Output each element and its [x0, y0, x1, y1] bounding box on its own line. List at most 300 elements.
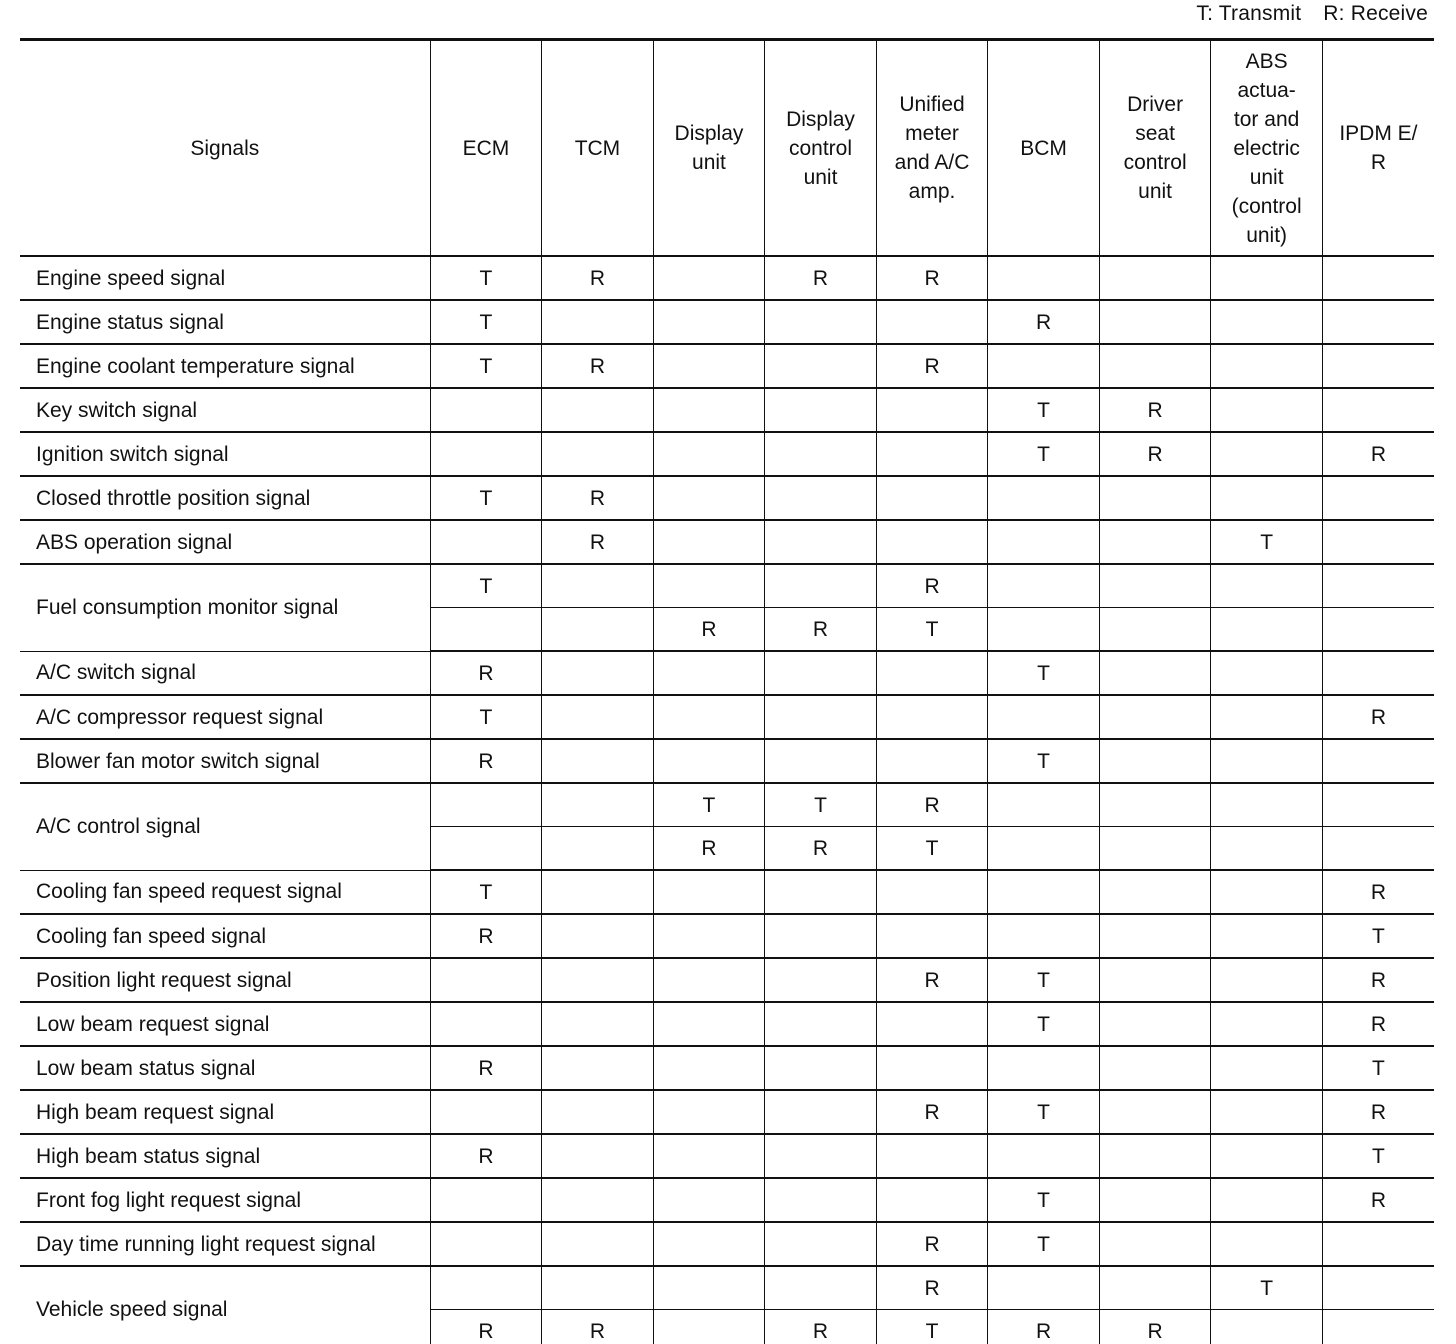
cell-ipdm: R	[1322, 432, 1434, 476]
column-header-line: control	[788, 136, 852, 160]
cell-ipdm: R	[1322, 1178, 1434, 1222]
cell-ecm: T	[430, 300, 542, 344]
cell-ecm	[430, 1090, 542, 1134]
cell-abs	[1211, 432, 1323, 476]
cell-abs	[1211, 1090, 1323, 1134]
cell-bcm: T	[988, 958, 1100, 1002]
table-row	[20, 432, 1434, 476]
cell-bcm: T	[988, 739, 1100, 783]
cell-display-unit	[653, 476, 765, 520]
cell-bcm	[988, 476, 1100, 520]
cell-display-unit	[653, 432, 765, 476]
column-header-ecm	[430, 40, 542, 257]
column-header-tcm	[542, 40, 654, 257]
cell-abs	[1211, 608, 1323, 652]
column-header-ipdm	[1322, 40, 1434, 257]
cell-ecm: T	[430, 476, 542, 520]
cell-display-control-unit	[765, 476, 877, 520]
cell-tcm	[542, 958, 654, 1002]
cell-driver-seat	[1099, 695, 1211, 739]
cell-display-unit	[653, 914, 765, 958]
signal-name: Low beam request signal	[20, 1002, 430, 1046]
cell-display-control-unit	[765, 432, 877, 476]
cell-ipdm: R	[1322, 1090, 1434, 1134]
cell-ipdm: T	[1322, 914, 1434, 958]
cell-ecm: R	[430, 914, 542, 958]
cell-tcm	[542, 1222, 654, 1266]
column-header-line: actua-	[1237, 78, 1296, 102]
cell-display-unit	[653, 1310, 765, 1344]
cell-tcm	[542, 739, 654, 783]
cell-display-control-unit	[765, 1134, 877, 1178]
cell-display-control-unit: R	[765, 1310, 877, 1344]
cell-abs: T	[1211, 520, 1323, 564]
cell-ecm	[430, 827, 542, 871]
cell-unified-meter: R	[876, 564, 988, 608]
cell-ipdm	[1322, 388, 1434, 432]
signal-name: High beam status signal	[20, 1134, 430, 1178]
cell-abs	[1211, 1002, 1323, 1046]
cell-abs	[1211, 388, 1323, 432]
cell-ipdm	[1322, 608, 1434, 652]
signal-name: Closed throttle position signal	[20, 476, 430, 520]
column-header-line: Driver	[1127, 93, 1184, 116]
cell-abs	[1211, 1222, 1323, 1266]
cell-bcm	[988, 344, 1100, 388]
column-header-line: ECM	[462, 136, 510, 160]
cell-tcm	[542, 870, 654, 914]
cell-unified-meter: T	[876, 827, 988, 871]
cell-ipdm	[1322, 476, 1434, 520]
cell-ecm: R	[430, 1310, 542, 1344]
cell-display-unit	[653, 1134, 765, 1178]
cell-ecm	[430, 520, 542, 564]
cell-tcm	[542, 432, 654, 476]
signal-name: Cooling fan speed signal	[20, 914, 430, 958]
cell-ecm: R	[430, 739, 542, 783]
cell-unified-meter	[876, 1002, 988, 1046]
cell-abs	[1211, 1134, 1323, 1178]
column-header-abs	[1211, 40, 1323, 257]
cell-ecm	[430, 1222, 542, 1266]
cell-ipdm	[1322, 1266, 1434, 1310]
cell-display-control-unit	[765, 520, 877, 564]
cell-abs	[1211, 256, 1323, 300]
cell-ipdm: T	[1322, 1046, 1434, 1090]
column-header-line: unit	[1249, 165, 1284, 189]
table-row	[20, 1134, 1434, 1178]
cell-bcm: R	[988, 300, 1100, 344]
cell-bcm	[988, 564, 1100, 608]
cell-abs	[1211, 783, 1323, 827]
table-row	[20, 1002, 1434, 1046]
column-header-line: ABS	[1245, 49, 1288, 73]
table-row	[20, 1090, 1434, 1134]
cell-display-unit	[653, 1222, 765, 1266]
cell-driver-seat	[1099, 344, 1211, 388]
cell-abs	[1211, 476, 1323, 520]
cell-ecm: R	[430, 1046, 542, 1090]
column-header-label	[895, 90, 970, 206]
cell-unified-meter: R	[876, 1222, 988, 1266]
cell-bcm: T	[988, 1090, 1100, 1134]
column-header-display-unit	[653, 40, 765, 257]
table-row	[20, 870, 1434, 914]
cell-bcm	[988, 256, 1100, 300]
cell-bcm	[988, 1046, 1100, 1090]
cell-abs: T	[1211, 1266, 1323, 1310]
cell-display-unit: T	[653, 783, 765, 827]
cell-unified-meter	[876, 914, 988, 958]
cell-ipdm	[1322, 1222, 1434, 1266]
column-header-label	[463, 134, 510, 163]
cell-driver-seat	[1099, 870, 1211, 914]
signal-name: Day time running light request signal	[20, 1222, 430, 1266]
column-header-line: IPDM E/	[1339, 122, 1418, 145]
cell-driver-seat	[1099, 1002, 1211, 1046]
signal-name: High beam request signal	[20, 1090, 430, 1134]
column-header-line: amp.	[908, 180, 956, 203]
legend-receive: R: Receive	[1323, 2, 1428, 25]
cell-ipdm: T	[1322, 1134, 1434, 1178]
cell-unified-meter	[876, 388, 988, 432]
cell-bcm: T	[988, 1222, 1100, 1266]
cell-display-control-unit	[765, 1046, 877, 1090]
column-header-line: unit	[692, 151, 726, 174]
column-header-line: unit)	[1246, 223, 1288, 247]
column-header-line: Display	[674, 122, 744, 145]
column-header-line: Display	[786, 107, 855, 131]
column-header-line: R	[1370, 151, 1387, 174]
column-header-label	[1339, 119, 1417, 177]
cell-bcm: T	[988, 1178, 1100, 1222]
cell-unified-meter: R	[876, 1266, 988, 1310]
cell-unified-meter	[876, 870, 988, 914]
cell-unified-meter: R	[876, 1090, 988, 1134]
cell-display-unit	[653, 958, 765, 1002]
cell-display-unit	[653, 564, 765, 608]
cell-display-unit	[653, 344, 765, 388]
cell-driver-seat	[1099, 1266, 1211, 1310]
cell-display-control-unit	[765, 300, 877, 344]
cell-abs	[1211, 1046, 1323, 1090]
cell-driver-seat	[1099, 651, 1211, 695]
cell-tcm	[542, 914, 654, 958]
table-row	[20, 651, 1434, 695]
cell-unified-meter	[876, 695, 988, 739]
cell-driver-seat	[1099, 564, 1211, 608]
legend	[1196, 2, 1428, 26]
cell-tcm: R	[542, 476, 654, 520]
signal-name: Blower fan motor switch signal	[20, 739, 430, 783]
cell-bcm	[988, 1134, 1100, 1178]
cell-ipdm	[1322, 783, 1434, 827]
cell-tcm: R	[542, 1310, 654, 1344]
cell-display-unit	[653, 1266, 765, 1310]
signal-name: Fuel consumption monitor signal	[20, 564, 430, 651]
cell-unified-meter	[876, 651, 988, 695]
cell-display-control-unit: T	[765, 783, 877, 827]
cell-ecm	[430, 432, 542, 476]
cell-driver-seat	[1099, 1046, 1211, 1090]
cell-tcm	[542, 783, 654, 827]
table-row	[20, 783, 1434, 827]
cell-unified-meter	[876, 1134, 988, 1178]
cell-driver-seat	[1099, 1090, 1211, 1134]
signal-name: Ignition switch signal	[20, 432, 430, 476]
cell-display-unit	[653, 300, 765, 344]
cell-driver-seat: R	[1099, 432, 1211, 476]
cell-abs	[1211, 739, 1323, 783]
cell-unified-meter: T	[876, 1310, 988, 1344]
table-row	[20, 1222, 1434, 1266]
table-row	[20, 1178, 1434, 1222]
table-row	[20, 476, 1434, 520]
cell-tcm	[542, 300, 654, 344]
column-header-label	[1124, 90, 1187, 206]
cell-display-control-unit	[765, 739, 877, 783]
cell-ecm: R	[430, 651, 542, 695]
column-header-line: tor and	[1233, 107, 1300, 131]
cell-unified-meter: R	[876, 958, 988, 1002]
cell-ecm: R	[430, 1134, 542, 1178]
cell-ecm	[430, 958, 542, 1002]
cell-driver-seat: R	[1099, 388, 1211, 432]
column-header-line: unit	[803, 165, 838, 189]
legend-transmit: T: Transmit	[1196, 2, 1302, 25]
cell-display-control-unit	[765, 695, 877, 739]
table-row	[20, 695, 1434, 739]
column-header-display-control-unit	[765, 40, 877, 257]
cell-bcm	[988, 695, 1100, 739]
cell-bcm: T	[988, 388, 1100, 432]
cell-driver-seat	[1099, 1222, 1211, 1266]
cell-display-control-unit	[765, 344, 877, 388]
table-row	[20, 1046, 1434, 1090]
cell-display-control-unit: R	[765, 608, 877, 652]
cell-tcm	[542, 1266, 654, 1310]
cell-ecm: T	[430, 344, 542, 388]
cell-abs	[1211, 1310, 1323, 1344]
cell-display-unit	[653, 651, 765, 695]
cell-display-unit	[653, 739, 765, 783]
cell-unified-meter	[876, 432, 988, 476]
cell-tcm	[542, 827, 654, 871]
cell-ecm: T	[430, 256, 542, 300]
cell-bcm	[988, 870, 1100, 914]
column-header-line: control	[1123, 151, 1187, 174]
column-header-line: Unified	[899, 93, 965, 116]
column-header-line: electric	[1233, 136, 1300, 160]
cell-driver-seat	[1099, 1134, 1211, 1178]
table-row	[20, 739, 1434, 783]
cell-driver-seat	[1099, 914, 1211, 958]
cell-tcm	[542, 651, 654, 695]
table-row	[20, 520, 1434, 564]
cell-abs	[1211, 300, 1323, 344]
table-row	[20, 564, 1434, 608]
table-row	[20, 1266, 1434, 1310]
cell-driver-seat	[1099, 256, 1211, 300]
cell-display-unit	[653, 1178, 765, 1222]
cell-ecm: T	[430, 564, 542, 608]
cell-bcm	[988, 1266, 1100, 1310]
column-header-line: unit	[1138, 180, 1173, 203]
table-row	[20, 300, 1434, 344]
table-row	[20, 958, 1434, 1002]
cell-tcm	[542, 1134, 654, 1178]
cell-unified-meter: R	[876, 256, 988, 300]
cell-display-control-unit	[765, 1222, 877, 1266]
cell-tcm	[542, 564, 654, 608]
cell-unified-meter	[876, 739, 988, 783]
signal-name: A/C control signal	[20, 783, 430, 870]
column-header-driver-seat	[1099, 40, 1211, 257]
cell-tcm	[542, 1090, 654, 1134]
cell-driver-seat: R	[1099, 1310, 1211, 1344]
signal-name: Key switch signal	[20, 388, 430, 432]
cell-bcm: T	[988, 1002, 1100, 1046]
cell-display-control-unit	[765, 1090, 877, 1134]
cell-ecm	[430, 1178, 542, 1222]
cell-ecm	[430, 1002, 542, 1046]
signal-name: Engine status signal	[20, 300, 430, 344]
cell-abs	[1211, 651, 1323, 695]
cell-display-unit	[653, 695, 765, 739]
table-row	[20, 388, 1434, 432]
cell-unified-meter	[876, 520, 988, 564]
cell-ipdm: R	[1322, 695, 1434, 739]
cell-display-control-unit	[765, 870, 877, 914]
cell-display-unit: R	[653, 827, 765, 871]
cell-ipdm	[1322, 256, 1434, 300]
column-header-line: TCM	[574, 136, 621, 160]
cell-ecm	[430, 1266, 542, 1310]
signal-name: Vehicle speed signal	[20, 1266, 430, 1344]
cell-display-control-unit	[765, 958, 877, 1002]
can-signal-table	[20, 38, 1434, 1344]
cell-abs	[1211, 870, 1323, 914]
cell-tcm	[542, 608, 654, 652]
cell-bcm	[988, 783, 1100, 827]
column-header-line: BCM	[1020, 136, 1067, 160]
signal-name: Engine speed signal	[20, 256, 430, 300]
cell-tcm	[542, 388, 654, 432]
table-row	[20, 344, 1434, 388]
cell-unified-meter: R	[876, 344, 988, 388]
table-row	[20, 256, 1434, 300]
cell-ecm	[430, 783, 542, 827]
cell-ipdm	[1322, 564, 1434, 608]
cell-unified-meter	[876, 1178, 988, 1222]
cell-ipdm	[1322, 520, 1434, 564]
cell-ipdm	[1322, 1310, 1434, 1344]
cell-abs	[1211, 827, 1323, 871]
cell-display-control-unit	[765, 1266, 877, 1310]
cell-unified-meter	[876, 300, 988, 344]
cell-display-control-unit	[765, 564, 877, 608]
cell-driver-seat	[1099, 300, 1211, 344]
cell-ipdm	[1322, 300, 1434, 344]
column-header-label	[1232, 47, 1302, 250]
signal-name: Cooling fan speed request signal	[20, 870, 430, 914]
cell-display-unit	[653, 1002, 765, 1046]
cell-unified-meter	[876, 1046, 988, 1090]
table-row	[20, 914, 1434, 958]
cell-tcm: R	[542, 344, 654, 388]
cell-unified-meter	[876, 476, 988, 520]
cell-display-control-unit: R	[765, 827, 877, 871]
cell-ipdm	[1322, 344, 1434, 388]
column-header-line: (control	[1231, 194, 1302, 218]
column-header-unified-meter	[876, 40, 988, 257]
cell-ecm	[430, 388, 542, 432]
column-header-label	[575, 134, 621, 163]
cell-driver-seat	[1099, 520, 1211, 564]
signal-name: A/C compressor request signal	[20, 695, 430, 739]
cell-display-unit	[653, 870, 765, 914]
cell-tcm: R	[542, 256, 654, 300]
cell-ipdm: R	[1322, 958, 1434, 1002]
cell-bcm: T	[988, 432, 1100, 476]
cell-driver-seat	[1099, 476, 1211, 520]
cell-display-unit	[653, 256, 765, 300]
cell-display-control-unit	[765, 388, 877, 432]
cell-abs	[1211, 344, 1323, 388]
signal-name: Front fog light request signal	[20, 1178, 430, 1222]
cell-driver-seat	[1099, 958, 1211, 1002]
cell-ipdm	[1322, 651, 1434, 695]
cell-ecm: T	[430, 695, 542, 739]
cell-driver-seat	[1099, 827, 1211, 871]
cell-unified-meter: R	[876, 783, 988, 827]
cell-driver-seat	[1099, 783, 1211, 827]
cell-tcm	[542, 1046, 654, 1090]
cell-driver-seat	[1099, 608, 1211, 652]
cell-display-unit	[653, 520, 765, 564]
cell-display-control-unit	[765, 914, 877, 958]
cell-abs	[1211, 695, 1323, 739]
cell-tcm: R	[542, 520, 654, 564]
column-header-label	[786, 105, 855, 192]
table-body	[20, 256, 1434, 1344]
cell-display-control-unit	[765, 651, 877, 695]
cell-ipdm: R	[1322, 870, 1434, 914]
cell-tcm	[542, 1178, 654, 1222]
column-header-label	[675, 119, 744, 177]
cell-display-control-unit: R	[765, 256, 877, 300]
signals-header: Signals	[20, 40, 430, 257]
cell-display-unit	[653, 388, 765, 432]
cell-ipdm: R	[1322, 1002, 1434, 1046]
column-header-line: meter	[905, 122, 959, 145]
column-header-label	[1020, 134, 1067, 163]
cell-display-unit: R	[653, 608, 765, 652]
cell-ecm	[430, 608, 542, 652]
signal-name: ABS operation signal	[20, 520, 430, 564]
cell-driver-seat	[1099, 1178, 1211, 1222]
signal-name: A/C switch signal	[20, 651, 430, 695]
signal-name: Low beam status signal	[20, 1046, 430, 1090]
cell-abs	[1211, 1178, 1323, 1222]
column-header-line: seat	[1135, 122, 1175, 145]
cell-ipdm	[1322, 739, 1434, 783]
signal-name: Position light request signal	[20, 958, 430, 1002]
cell-driver-seat	[1099, 739, 1211, 783]
cell-ipdm	[1322, 827, 1434, 871]
cell-bcm: R	[988, 1310, 1100, 1344]
cell-ecm: T	[430, 870, 542, 914]
